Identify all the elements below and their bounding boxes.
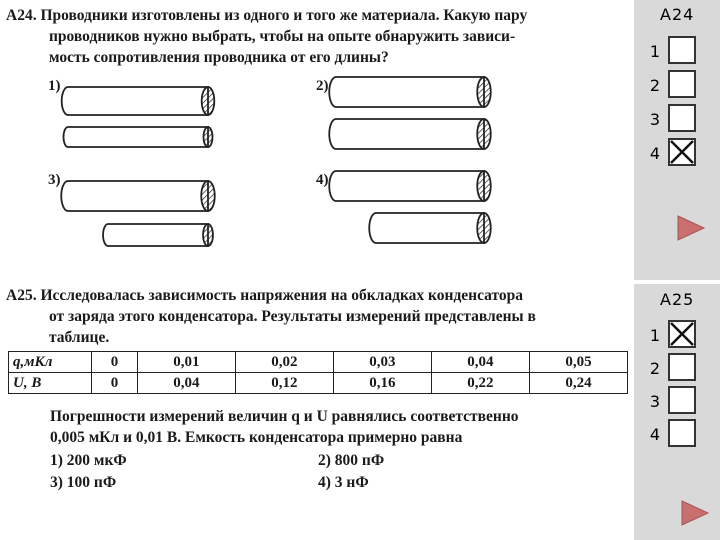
table-cell: 0,01: [137, 352, 235, 373]
a24-conductors-figure: [0, 0, 634, 260]
answer-number: 3: [649, 110, 660, 129]
answer-option-row: [640, 36, 700, 66]
answer-option-row: [640, 104, 700, 134]
a25-text-1: Погрешности измерений величин q и U равнялись соответственно: [50, 408, 519, 425]
table-cell: 0,16: [333, 373, 431, 394]
a24-option-2-label: 2): [316, 78, 329, 94]
a25-line-1: Исследовалась зависимость напряжения на обкладках конденсатора: [40, 287, 524, 304]
answer-checkbox[interactable]: [668, 104, 696, 132]
answer-number: 1: [649, 326, 660, 345]
answer-checkbox[interactable]: [668, 353, 696, 381]
conductor-cylinder: [329, 119, 490, 149]
table-cell: 0,05: [529, 352, 627, 373]
a24-line-2: проводников нужно выбрать, чтобы на опыте обнаружить зависи-: [49, 28, 516, 45]
answer-option-row: [640, 353, 700, 383]
table-cell: 0,22: [431, 373, 529, 394]
a25-choice-4: 4) 3 нФ: [318, 474, 369, 491]
cross-mark-icon: [670, 322, 694, 346]
answer-number: 4: [649, 144, 660, 163]
answer-option-row: [640, 386, 700, 416]
a25-question: [6, 285, 536, 348]
conductor-cylinder: [61, 181, 215, 211]
a24-panel-title: А24: [660, 5, 695, 24]
a25-line-3: таблице.: [49, 329, 110, 346]
table-header-u: U, В: [9, 373, 92, 394]
measurement-table: [8, 351, 628, 394]
a25-panel-title: А25: [660, 290, 695, 309]
a24-option-1-label: 1): [48, 78, 61, 94]
a24-next-arrow-icon[interactable]: [676, 215, 706, 241]
answer-number: 4: [649, 425, 660, 444]
a25-choice-1: 1) 200 мкФ: [50, 452, 127, 469]
answer-checkbox[interactable]: [668, 419, 696, 447]
table-cell: 0,04: [137, 373, 235, 394]
table-cell: 0,03: [333, 352, 431, 373]
conductor-cylinder: [62, 87, 215, 115]
conductor-cylinder: [329, 77, 491, 107]
a24-option-3-label: 3): [48, 172, 61, 188]
conductor-cylinder: [329, 171, 491, 201]
answer-number: 2: [649, 76, 660, 95]
a24-line-3: мость сопротивления проводника от его длины?: [49, 49, 389, 66]
a25-next-arrow-icon[interactable]: [680, 500, 710, 526]
answer-checkbox[interactable]: [668, 386, 696, 414]
table-cell: 0,12: [235, 373, 333, 394]
a24-option-4-label: 4): [316, 172, 329, 188]
a24-label: А24.: [6, 7, 37, 24]
table-row-u: [9, 373, 628, 394]
a25-line-2: от заряда этого конденсатора. Результаты измерений представлены в: [49, 308, 536, 325]
answer-checkbox[interactable]: [668, 138, 696, 166]
table-cell: 0: [92, 352, 138, 373]
answer-option-row: [640, 138, 700, 168]
conductor-cylinder: [64, 127, 213, 147]
a25-choice-3: 3) 100 пФ: [50, 474, 117, 491]
a25-choice-2: 2) 800 пФ: [318, 452, 385, 469]
answer-number: 3: [649, 392, 660, 411]
table-cell: 0,24: [529, 373, 627, 394]
conductor-cylinder: [103, 224, 213, 246]
answer-option-row: [640, 419, 700, 449]
a24-line-1: Проводники изготовлены из одного и того же материала. Какую пару: [40, 7, 528, 24]
answer-checkbox[interactable]: [668, 70, 696, 98]
table-cell: 0,02: [235, 352, 333, 373]
table-cell: 0: [92, 373, 138, 394]
answer-number: 2: [649, 359, 660, 378]
a25-text-2: 0,005 мКл и 0,01 В. Емкость конденсатора примерно равна: [50, 429, 463, 446]
table-header-q: q,мКл: [9, 352, 92, 373]
answer-checkbox[interactable]: [668, 320, 696, 348]
answer-option-row: [640, 320, 700, 350]
cross-mark-icon: [670, 140, 694, 164]
table-row-q: [9, 352, 628, 373]
a25-label: А25.: [6, 287, 37, 304]
answer-option-row: [640, 70, 700, 100]
answer-number: 1: [649, 42, 660, 61]
table-cell: 0,04: [431, 352, 529, 373]
answer-checkbox[interactable]: [668, 36, 696, 64]
conductor-cylinder: [369, 213, 491, 243]
